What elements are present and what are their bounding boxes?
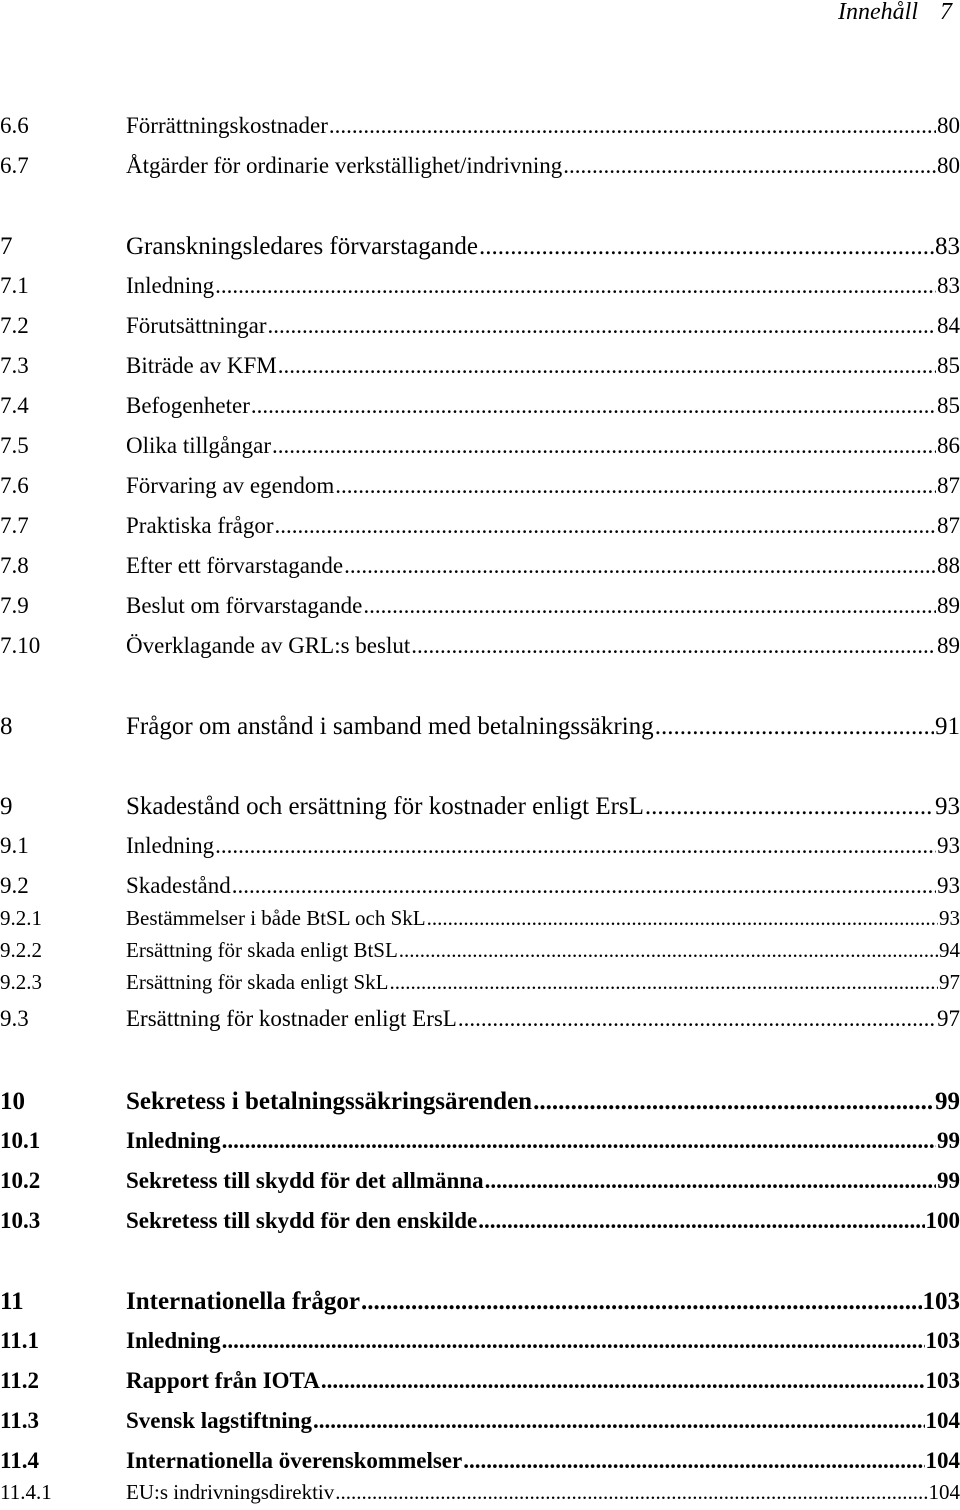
- toc-entry[interactable]: [0, 713, 960, 741]
- toc-entry[interactable]: [0, 1128, 960, 1154]
- toc-entry-page: 97: [939, 970, 960, 994]
- toc-entry-number: 11.4: [0, 1448, 39, 1473]
- toc-entry-title: Åtgärder för ordinarie verkställighet/indrivning: [126, 153, 563, 178]
- toc-entry-page: 89: [937, 593, 960, 618]
- toc-entry-number: 7.5: [0, 433, 29, 458]
- toc-entry-title: Internationella överenskommelser: [126, 1448, 463, 1473]
- toc-entry[interactable]: [0, 970, 960, 995]
- toc-entry-page: 93: [939, 906, 960, 930]
- toc-entry[interactable]: [0, 1168, 960, 1194]
- toc-entry-title: Sekretess till skydd för det allmänna: [126, 1168, 484, 1193]
- toc-entry[interactable]: [0, 553, 960, 579]
- toc-entry-page: 104: [925, 1408, 960, 1433]
- toc-entry-number: 7.2: [0, 313, 29, 338]
- toc-entry-title: Skadestånd: [126, 873, 231, 898]
- toc-entry-page: 85: [937, 393, 960, 418]
- toc-entry-number: 7.9: [0, 593, 29, 618]
- toc-entry-number: 9: [0, 793, 13, 820]
- toc-dot-leader: [645, 793, 934, 821]
- toc-dot-leader: [278, 353, 936, 379]
- toc-entry-number: 7.4: [0, 393, 29, 418]
- toc-entry-title: Ersättning för skada enligt BtSL: [126, 938, 398, 962]
- toc-dot-leader: [215, 833, 936, 859]
- toc-entry-number: 9.2.3: [0, 970, 42, 994]
- toc-dot-leader: [479, 233, 934, 261]
- toc-entry-number: 7.6: [0, 473, 29, 498]
- toc-entry[interactable]: [0, 233, 960, 261]
- toc-entry[interactable]: [0, 1408, 960, 1434]
- toc-entry-title: Inledning: [126, 273, 215, 298]
- toc-entry-title: Olika tillgångar: [126, 433, 271, 458]
- toc-entry[interactable]: [0, 273, 960, 299]
- toc-entry-title: Inledning: [126, 833, 215, 858]
- toc-entry-title: Förutsättningar: [126, 313, 267, 338]
- toc-entry-number: 7.3: [0, 353, 29, 378]
- toc-dot-leader: [458, 1006, 936, 1032]
- toc-dot-leader: [268, 313, 936, 339]
- toc-entry[interactable]: [0, 353, 960, 379]
- toc-entry-title: Efter ett förvarstagande: [126, 553, 344, 578]
- toc-entry-page: 104: [925, 1448, 960, 1473]
- toc-entry[interactable]: [0, 1006, 960, 1032]
- toc-dot-leader: [275, 513, 936, 539]
- toc-entry-page: 103: [925, 1328, 960, 1353]
- toc-entry-title: Inledning: [126, 1328, 221, 1353]
- toc-entry-page: 93: [935, 793, 960, 820]
- toc-dot-leader: [427, 906, 938, 931]
- toc-entry-title: Överklagande av GRL:s beslut: [126, 633, 411, 658]
- toc-entry-number: 11: [0, 1288, 24, 1315]
- toc-entry-number: 7.8: [0, 553, 29, 578]
- header-page-number: 7: [940, 0, 952, 25]
- toc-dot-leader: [389, 970, 938, 995]
- toc-entry-title: Svensk lagstiftning: [126, 1408, 312, 1433]
- toc-entry[interactable]: [0, 833, 960, 859]
- toc-entry[interactable]: [0, 793, 960, 821]
- toc-entry-page: 103: [925, 1368, 960, 1393]
- toc-dot-leader: [533, 1088, 934, 1116]
- toc-entry-page: 89: [937, 633, 960, 658]
- toc-entry-page: 83: [935, 233, 960, 260]
- toc-entry[interactable]: [0, 153, 960, 179]
- toc-entry-title: Beslut om förvarstagande: [126, 593, 363, 618]
- page-header: [838, 0, 952, 24]
- toc-entry-title: Bestämmelser i både BtSL och SkL: [126, 906, 426, 930]
- toc-entry-number: 11.3: [0, 1408, 39, 1433]
- toc-entry-page: 100: [925, 1208, 960, 1233]
- toc-entry-number: 11.4.1: [0, 1480, 52, 1504]
- toc-entry[interactable]: [0, 1368, 960, 1394]
- toc-dot-leader: [344, 553, 936, 579]
- toc-entry-title: Befogenheter: [126, 393, 250, 418]
- toc-entry-title: Praktiska frågor: [126, 513, 274, 538]
- toc-entry-page: 80: [937, 153, 960, 178]
- toc-entry-number: 6.6: [0, 113, 29, 138]
- toc-entry-title: Rapport från IOTA: [126, 1368, 320, 1393]
- toc-entry[interactable]: [0, 938, 960, 963]
- toc-dot-leader: [463, 1448, 924, 1474]
- toc-entry-number: 7.10: [0, 633, 41, 658]
- toc-entry-page: 97: [937, 1006, 960, 1031]
- toc-entry-number: 11.1: [0, 1328, 39, 1353]
- toc-dot-leader: [272, 433, 936, 459]
- toc-entry-page: 93: [937, 833, 960, 858]
- toc-entry[interactable]: [0, 1448, 960, 1474]
- toc-dot-leader: [251, 393, 936, 419]
- toc-entry-title: Ersättning för skada enligt SkL: [126, 970, 389, 994]
- toc-entry-title: Frågor om anstånd i samband med betalningssäkring: [126, 713, 654, 740]
- toc-dot-leader: [329, 113, 936, 139]
- toc-dot-leader: [232, 873, 936, 899]
- toc-entry[interactable]: [0, 313, 960, 339]
- toc-dot-leader: [363, 593, 936, 619]
- toc-entry-page: 91: [935, 713, 960, 740]
- toc-entry[interactable]: [0, 393, 960, 419]
- toc-dot-leader: [655, 713, 934, 741]
- toc-entry-page: 99: [935, 1088, 960, 1115]
- toc-entry-page: 88: [937, 553, 960, 578]
- toc-entry[interactable]: [0, 113, 960, 139]
- toc-entry-title: EU:s indrivningsdirektiv: [126, 1480, 335, 1504]
- toc-entry[interactable]: [0, 593, 960, 619]
- toc-entry-page: 83: [937, 273, 960, 298]
- toc-entry-page: 84: [937, 313, 960, 338]
- toc-entry-number: 7: [0, 233, 13, 260]
- toc-entry-page: 93: [937, 873, 960, 898]
- toc-entry[interactable]: [0, 906, 960, 931]
- toc-dot-leader: [335, 473, 936, 499]
- toc-entry[interactable]: [0, 513, 960, 539]
- toc-entry[interactable]: [0, 1328, 960, 1354]
- toc-dot-leader: [313, 1408, 925, 1434]
- toc-entry-title: Förrättningskostnader: [126, 113, 328, 138]
- toc-entry-title: Biträde av KFM: [126, 353, 277, 378]
- toc-entry-title: Inledning: [126, 1128, 221, 1153]
- toc-entry-page: 103: [922, 1288, 960, 1315]
- toc-entry[interactable]: [0, 473, 960, 499]
- toc-entry-page: 99: [937, 1168, 960, 1193]
- toc-entry-page: 86: [937, 433, 960, 458]
- toc-entry[interactable]: [0, 633, 960, 659]
- toc-dot-leader: [321, 1368, 925, 1394]
- toc-dot-leader: [335, 1480, 927, 1505]
- toc-dot-leader: [222, 1128, 936, 1154]
- toc-entry-number: 9.2.1: [0, 906, 42, 930]
- toc-entry-number: 10.1: [0, 1128, 41, 1153]
- toc-dot-leader: [215, 273, 936, 299]
- toc-entry-number: 9.1: [0, 833, 29, 858]
- toc-entry-number: 7.7: [0, 513, 29, 538]
- toc-entry-title: Internationella frågor: [126, 1288, 360, 1315]
- toc-entry-page: 99: [937, 1128, 960, 1153]
- toc-entry-number: 11.2: [0, 1368, 39, 1393]
- toc-dot-leader: [485, 1168, 936, 1194]
- toc-entry[interactable]: [0, 1480, 960, 1505]
- toc-entry-page: 104: [928, 1480, 960, 1504]
- toc-dot-leader: [399, 938, 938, 963]
- toc-entry-page: 94: [939, 938, 960, 962]
- toc-entry-title: Granskningsledares förvarstagande: [126, 233, 478, 260]
- toc-entry-number: 9.3: [0, 1006, 29, 1031]
- toc-entry-number: 8: [0, 713, 13, 740]
- toc-entry-number: 9.2.2: [0, 938, 42, 962]
- toc-entry-number: 10.3: [0, 1208, 41, 1233]
- toc-entry[interactable]: [0, 1208, 960, 1234]
- toc-entry-number: 9.2: [0, 873, 29, 898]
- toc-entry-title: Skadestånd och ersättning för kostnader enligt ErsL: [126, 793, 644, 820]
- toc-entry[interactable]: [0, 873, 960, 899]
- toc-entry-page: 87: [937, 513, 960, 538]
- toc-entry-number: 10.2: [0, 1168, 41, 1193]
- toc-entry-number: 10: [0, 1088, 25, 1115]
- toc-entry-title: Förvaring av egendom: [126, 473, 335, 498]
- toc-entry-title: Sekretess i betalningssäkringsärenden: [126, 1088, 533, 1115]
- toc-entry-page: 85: [937, 353, 960, 378]
- toc-entry-number: 6.7: [0, 153, 29, 178]
- toc-entry-page: 87: [937, 473, 960, 498]
- toc-entry[interactable]: [0, 1088, 960, 1116]
- toc-entry-page: 80: [937, 113, 960, 138]
- toc-entry-title: Sekretess till skydd för den enskilde: [126, 1208, 478, 1233]
- toc-dot-leader: [361, 1288, 922, 1316]
- toc-dot-leader: [478, 1208, 924, 1234]
- toc-entry[interactable]: [0, 1288, 960, 1316]
- header-title: Innehåll: [838, 0, 918, 25]
- toc-entry[interactable]: [0, 433, 960, 459]
- toc-entry-title: Ersättning för kostnader enligt ErsL: [126, 1006, 457, 1031]
- toc-dot-leader: [222, 1328, 925, 1354]
- toc-dot-leader: [411, 633, 936, 659]
- toc-entry-number: 7.1: [0, 273, 29, 298]
- toc-dot-leader: [563, 153, 936, 179]
